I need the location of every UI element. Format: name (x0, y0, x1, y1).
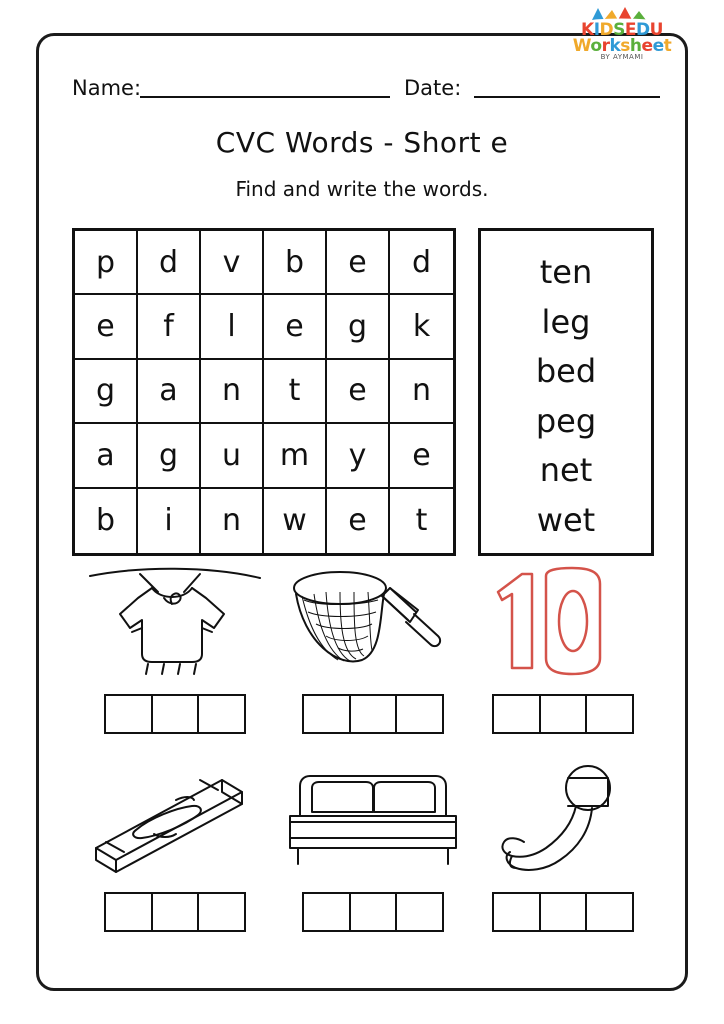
grid-cell[interactable]: n (201, 360, 264, 424)
leg-icon (468, 760, 658, 880)
word-list-item: ten (539, 253, 593, 292)
word-list-item: net (539, 451, 593, 490)
picture-item-leg (468, 760, 658, 940)
word-list-item: bed (535, 352, 597, 391)
answer-box[interactable] (153, 696, 200, 732)
word-list-item: peg (535, 401, 597, 440)
grid-cell[interactable]: e (327, 360, 390, 424)
grid-cell[interactable]: t (415, 503, 428, 539)
answer-box[interactable] (587, 894, 632, 930)
date-input[interactable] (474, 76, 660, 98)
clothes-peg-icon (80, 760, 270, 880)
name-date-row (72, 76, 662, 104)
grid-cell[interactable]: e (327, 231, 390, 295)
answer-box[interactable] (199, 894, 244, 930)
answer-box[interactable] (106, 696, 153, 732)
word-list-item: wet (536, 500, 596, 539)
answer-box[interactable] (351, 894, 398, 930)
answer-box[interactable] (304, 894, 351, 930)
grid-cell[interactable]: f (138, 295, 201, 359)
answer-box[interactable] (541, 696, 588, 732)
grid-cell[interactable]: b (264, 231, 327, 295)
answer-box[interactable] (587, 696, 632, 732)
answer-boxes[interactable] (104, 892, 246, 932)
grid-cell[interactable]: l (201, 295, 264, 359)
grid-cell[interactable]: g (327, 295, 390, 359)
picture-item-net (278, 562, 468, 742)
grid-cell[interactable]: i (138, 489, 201, 553)
picture-item-wet (80, 562, 270, 742)
grid-cell[interactable]: e (327, 489, 390, 553)
grid-cell[interactable]: g (75, 360, 138, 424)
answer-boxes[interactable] (302, 694, 444, 734)
answer-box[interactable] (397, 696, 442, 732)
grid-cell[interactable]: v (201, 231, 264, 295)
answer-box[interactable] (541, 894, 588, 930)
name-input[interactable] (140, 76, 390, 98)
grid-cell[interactable]: m (264, 424, 327, 488)
answer-box[interactable] (304, 696, 351, 732)
answer-box[interactable] (397, 894, 442, 930)
grid-cell[interactable]: d (390, 231, 453, 295)
grid-cell[interactable]: a (138, 360, 201, 424)
date-label: Date: (404, 76, 462, 100)
number-ten-icon (468, 562, 658, 682)
logo-line-2: Worksheet (572, 36, 672, 56)
answer-box[interactable] (153, 894, 200, 930)
answer-box[interactable] (351, 696, 398, 732)
wet-shirt-icon (80, 562, 270, 682)
grid-cell[interactable]: b (75, 489, 138, 553)
grid-cell[interactable]: y (327, 424, 390, 488)
picture-item-ten (468, 562, 658, 742)
answer-boxes[interactable] (104, 694, 246, 734)
answer-box[interactable] (494, 696, 541, 732)
grid-cell[interactable]: e (264, 295, 327, 359)
answer-box[interactable] (199, 696, 244, 732)
page-subtitle: Find and write the words. (235, 177, 489, 201)
grid-cell[interactable]: k (390, 295, 453, 359)
answer-box[interactable] (106, 894, 153, 930)
grid-cell[interactable]: p (75, 231, 138, 295)
grid-cell[interactable]: e (390, 424, 453, 488)
answer-boxes[interactable] (302, 892, 444, 932)
word-list (478, 228, 654, 556)
picture-item-peg (80, 760, 270, 940)
answer-boxes[interactable] (492, 892, 634, 932)
grid-cell[interactable]: n (390, 360, 453, 424)
picture-item-bed (278, 760, 468, 940)
answer-boxes[interactable] (492, 694, 634, 734)
answer-box[interactable] (494, 894, 541, 930)
logo-tagline: BY AYMAMI (600, 53, 644, 61)
word-list-item: leg (541, 302, 591, 341)
grid-cell[interactable]: u (201, 424, 264, 488)
word-search-grid (72, 228, 456, 556)
name-label: Name: (72, 76, 142, 100)
bed-icon (278, 760, 468, 880)
grid-cell[interactable]: e (75, 295, 138, 359)
logo-line-1: KIDSEDU (581, 20, 663, 40)
grid-cell[interactable]: t (264, 360, 327, 424)
net-icon (278, 562, 468, 682)
grid-cell[interactable]: d (138, 231, 201, 295)
page-title: CVC Words - Short e (215, 126, 509, 159)
grid-cell[interactable]: w (264, 489, 327, 553)
grid-cell[interactable]: a (75, 424, 138, 488)
grid-cell[interactable]: g (138, 424, 201, 488)
brand-logo (556, 6, 688, 68)
grid-cell[interactable]: n (201, 489, 264, 553)
